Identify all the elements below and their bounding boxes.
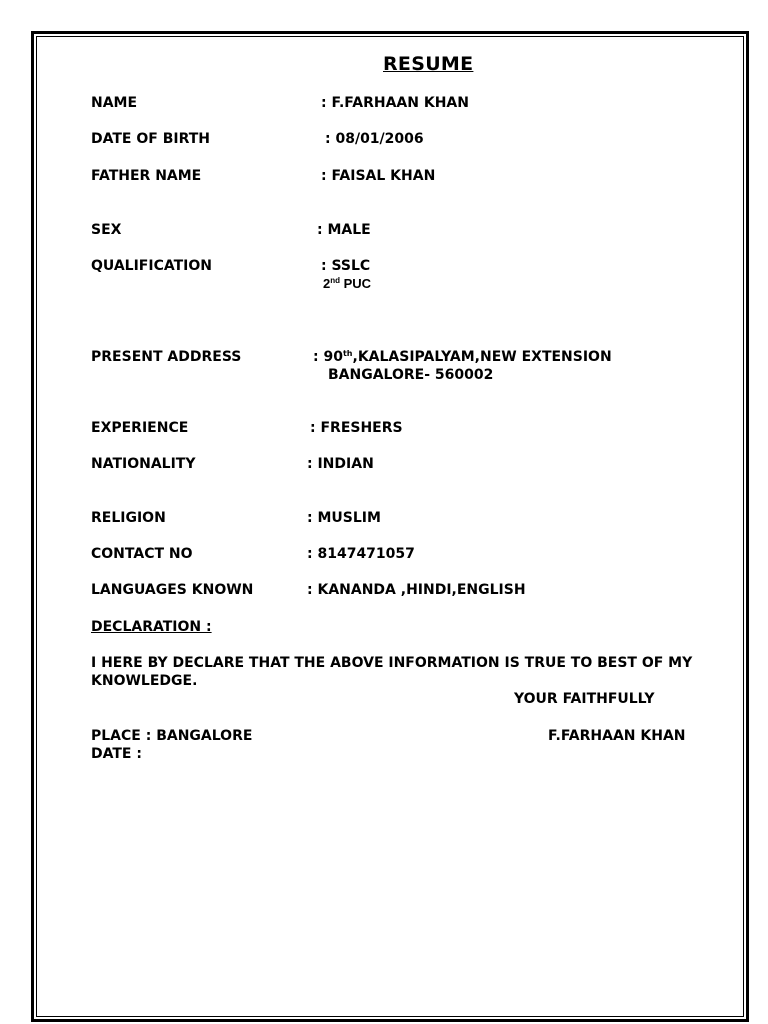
experience-value: : FRESHERS [310,420,403,436]
nationality-value: : INDIAN [307,456,374,472]
closing-salutation: YOUR FAITHFULLY [514,691,655,707]
languages-label: LANGUAGES KNOWN [91,582,254,598]
qualification-label: QUALIFICATION [91,258,212,274]
religion-value: : MUSLIM [307,510,381,526]
religion-label: RELIGION [91,510,166,526]
name-label: NAME [91,95,138,111]
sex-value: : MALE [317,222,371,238]
dob-label: DATE OF BIRTH [91,131,210,147]
name-value: : F.FARHAAN KHAN [321,95,469,111]
address-line-1: : 90th,KALASIPALYAM,NEW EXTENSION [313,349,612,365]
resume-title: RESUME [383,53,474,75]
experience-label: EXPERIENCE [91,420,189,436]
qualification-value-sslc: : SSLC [321,258,371,274]
languages-value: : KANANDA ,HINDI,ENGLISH [307,582,526,598]
declaration-line-1: I HERE BY DECLARE THAT THE ABOVE INFORMATION IS TRUE TO BEST OF MY [91,655,693,671]
father-name-label: FATHER NAME [91,168,202,184]
place-line: PLACE : BANGALORE [91,728,253,744]
declaration-heading: DECLARATION : [91,619,212,635]
sex-label: SEX [91,222,122,238]
date-line: DATE : [91,746,142,762]
dob-value: : 08/01/2006 [325,131,424,147]
address-label: PRESENT ADDRESS [91,349,242,365]
contact-value: : 8147471057 [307,546,415,562]
qualification-value-puc: 2nd PUC [323,276,372,291]
signature-name: F.FARHAAN KHAN [548,728,686,744]
address-line-2: BANGALORE- 560002 [328,367,494,383]
nationality-label: NATIONALITY [91,456,196,472]
contact-label: CONTACT NO [91,546,193,562]
declaration-line-2: KNOWLEDGE. [91,673,198,689]
father-name-value: : FAISAL KHAN [321,168,436,184]
